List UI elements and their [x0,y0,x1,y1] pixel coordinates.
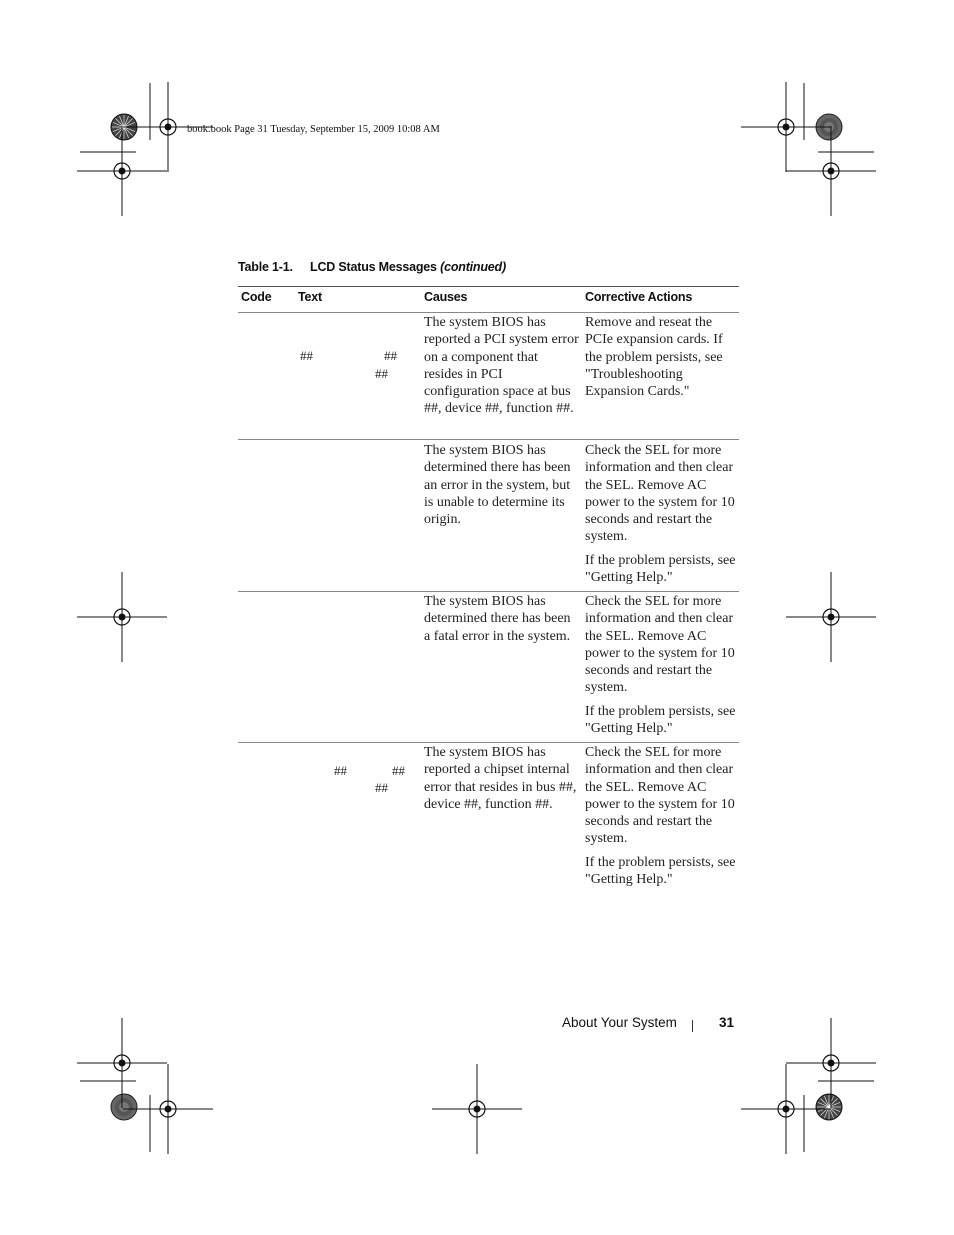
row-rule [238,742,739,743]
text-fragment: ## [334,763,347,778]
top-left-marks [77,82,213,216]
table-number: Table 1-1. [238,260,293,274]
action-paragraph: Check the SEL for more information and then clear the SEL. Remove AC power to the system for 10 seconds and restart the system. [585,443,735,545]
header-rule [238,312,739,313]
header-code: Code [241,290,272,304]
action-cell: Remove and reseat the PCIe expansion cards. If the problem persists, see "Troubleshooting Expansion Cards." [585,315,723,400]
mid-right-mark [786,572,876,662]
action-paragraph-2: If the problem persists, see "Getting Help." [585,552,736,586]
cause-cell: The system BIOS has determined there has been a fatal error in the system. [424,594,571,644]
table-caption [238,260,506,274]
table-top-rule [238,286,739,287]
row-rule [238,591,739,592]
text-fragment: ## [300,348,313,363]
cause-cell: The system BIOS has reported a chipset internal error that resides in bus ##, device ##, function ##. [424,745,577,812]
cause-cell: The system BIOS has reported a PCI system error on a component that resides in PCI configuration space at bus ##, device ##, function ##. [424,315,579,417]
mid-left-mark [77,572,167,662]
footer-separator [692,1020,693,1032]
text-fragment: ## [375,366,388,381]
bottom-left-marks [77,1018,213,1154]
top-right-marks [741,82,876,216]
bottom-center-mark [432,1064,522,1154]
print-header: book.book Page 31 Tuesday, September 15, 2009 10:08 AM [187,124,440,135]
footer-section: About Your System [562,1015,677,1030]
header-text: Text [298,290,322,304]
action-cell [585,593,739,737]
text-fragment: ## [384,348,397,363]
action-paragraph-2: If the problem persists, see "Getting Help." [585,703,736,737]
table-continued: (continued) [440,260,506,274]
action-paragraph: Check the SEL for more information and then clear the SEL. Remove AC power to the system for 10 seconds and restart the system. [585,745,735,847]
table-title: LCD Status Messages [310,260,437,274]
header-causes: Causes [424,290,468,304]
action-cell [585,744,739,888]
page-number: 31 [719,1015,735,1030]
bottom-right-marks [741,1018,876,1154]
row-rule [238,439,739,440]
action-paragraph-2: If the problem persists, see "Getting Help." [585,854,736,888]
cause-cell: The system BIOS has determined there has been an error in the system, but is unable to determine its origin. [424,443,571,528]
text-fragment: ## [375,780,388,795]
text-fragment: ## [392,763,405,778]
action-paragraph: Check the SEL for more information and then clear the SEL. Remove AC power to the system for 10 seconds and restart the system. [585,594,735,696]
action-cell [585,442,739,586]
header-corrective-actions: Corrective Actions [585,290,693,304]
